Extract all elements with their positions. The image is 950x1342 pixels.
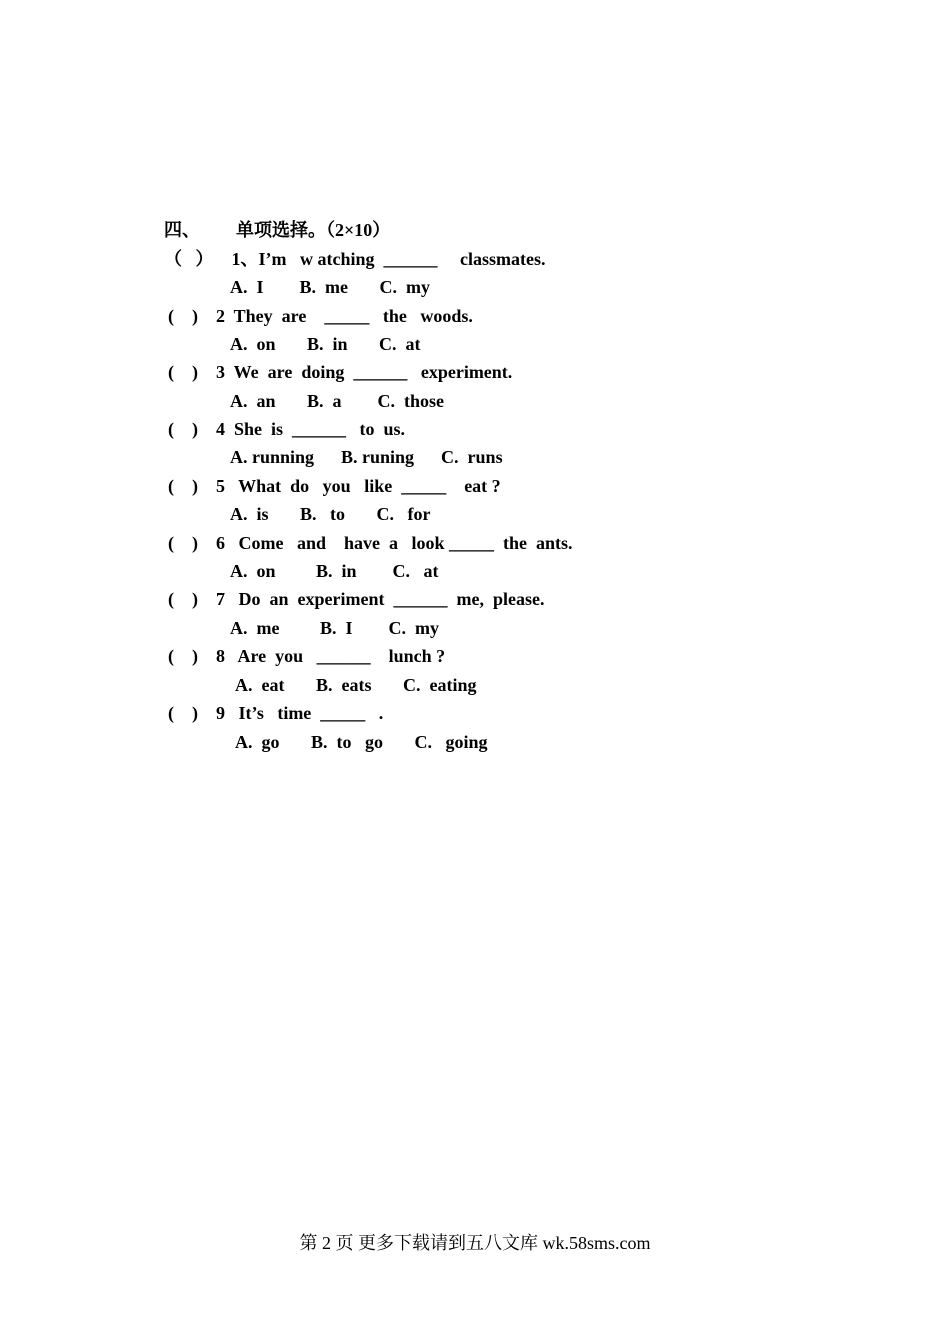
question-1-stem: （ ） 1、I’m w atching ______ classmates. [164, 249, 546, 269]
question-4-stem: ( ) 4 She is ______ to us. [168, 419, 406, 439]
question-6-stem: ( ) 6 Come and have a look _____ the ants. [168, 533, 573, 553]
question-2-options: A. on B. in C. at [230, 334, 421, 354]
question-8-stem: ( ) 8 Are you ______ lunch ? [168, 646, 446, 666]
question-1-options: A. I B. me C. my [230, 277, 430, 297]
question-9-stem: ( ) 9 It’s time _____ . [168, 703, 384, 723]
question-2-stem: ( ) 2 They are _____ the woods. [168, 306, 473, 326]
question-5-options: A. is B. to C. for [230, 504, 431, 524]
question-5-stem: ( ) 5 What do you like _____ eat ? [168, 476, 501, 496]
question-8-options: A. eat B. eats C. eating [235, 675, 477, 695]
page-footer: 第 2 页 更多下载请到五八文库 wk.58sms.com [299, 1233, 651, 1253]
section-title: 四、 单项选择。（2×10） [164, 220, 391, 240]
question-7-stem: ( ) 7 Do an experiment ______ me, please. [168, 589, 545, 609]
question-3-options: A. an B. a C. those [230, 391, 445, 411]
question-9-options: A. go B. to go C. going [235, 732, 488, 752]
question-4-options: A. running B. runing C. runs [230, 447, 503, 467]
question-3-stem: ( ) 3 We are doing ______ experiment. [168, 362, 513, 382]
question-7-options: A. me B. I C. my [230, 618, 439, 638]
question-6-options: A. on B. in C. at [230, 561, 439, 581]
